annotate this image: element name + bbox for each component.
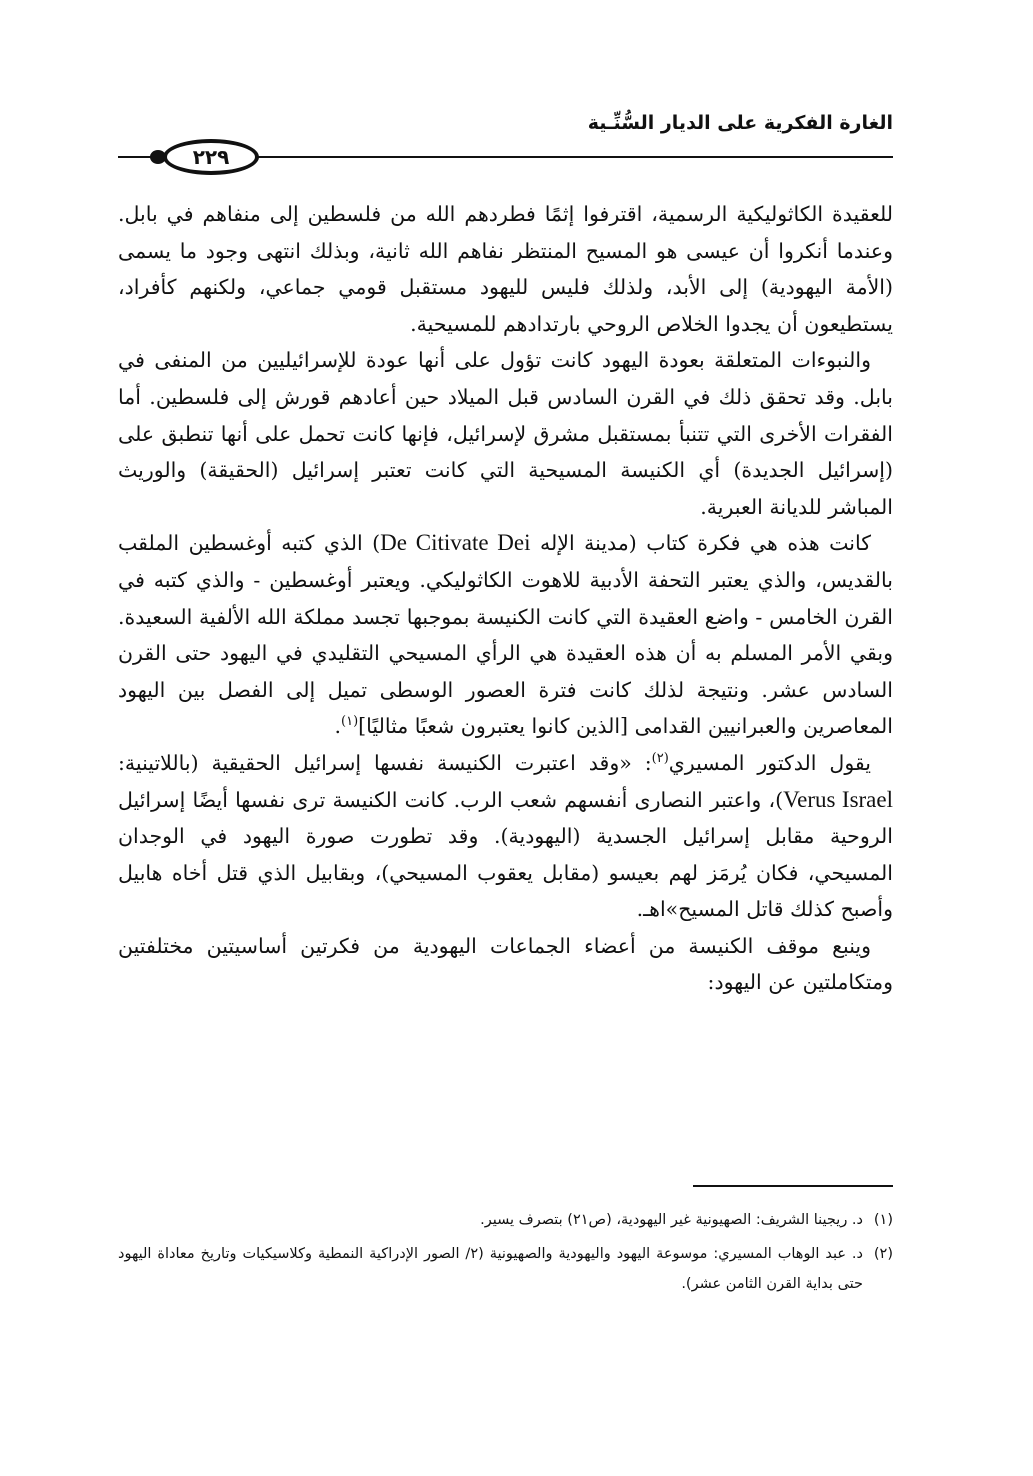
paragraph-text: والنبوءات المتعلقة بعودة اليهود كانت تؤول على أنها عودة للإسرائيليين من المنفى في بابل. وقد تحقق ذلك في القرن السادس قبل الميلاد حين أعادهم قورش إلى فلسطين. أما الفقرات الأخرى التي تتنبأ بمستقبل مشرق لإسرائيل، فإنها كانت تحمل على أنها تنطبق على (إسرائيل الجديدة) أي الكنيسة المسيحية التي كانت تعتبر إسرائيل (الحقيقة) والوريث المباشر للديانة العبرية. [118,348,893,519]
footnote-1 [118,1205,893,1235]
paragraph-4 [118,745,893,928]
footnote-2 [118,1239,893,1299]
running-title: الغارة الفكرية على الديار السُّنِّـية [587,112,893,134]
footnote-ref-1[interactable]: (١) [341,714,359,730]
paragraph-text: كانت هذه هي فكرة كتاب (مدينة الإله [540,531,871,556]
paragraph-5 [118,928,893,1001]
paragraph-text: للعقيدة الكاثوليكية الرسمية، اقترفوا إثمًا فطردهم الله من فلسطين إلى منفاهم في بابل. وعندما أنكروا أن عيسى هو المسيح المنتظر نفاهم الله ثانية، وبذلك انتهى وجود ما يسمى (الأمة اليهودية) إلى الأبد، ولذلك فليس لليهود مستقبل قومي جماعي، ولكنهم كأفراد، يستطيعون أن يجدوا الخلاص الروحي بارتدادهم للمسيحية. [118,202,893,336]
footnote-text: د. ريجينا الشريف: الصهيونية غير اليهودية، (ص٢١) بتصرف يسير. [480,1212,863,1228]
paragraph-text: يقول الدكتور المسيري [668,750,871,775]
footnote-number: (٢) [873,1246,893,1262]
paragraph-text: وينبع موقف الكنيسة من أعضاء الجماعات اليهودية من فكرتين أساسيتين مختلفتين ومتكاملتين عن اليهود: [118,933,893,995]
latin-term: Verus Israel [783,786,893,812]
latin-title: De Citivate Dei [380,530,531,556]
footnote-number: (١) [873,1212,893,1228]
footnote-ref-2[interactable]: (٢) [651,751,669,767]
footnote-separator [693,1185,893,1187]
body-text [118,196,893,1001]
paragraph-text: ) الذي كتبه أوغسطين الملقب بالقديس، والذي يعتبر التحفة الأدبية للاهوت الكاثوليكي. ويعتبر أوغسطين - والذي كتبه في القرن الخامس - واضع العقيدة التي كانت الكنيسة بموجبها تجسد مملكة الله الألفية السعيدة. وبقي الأمر المسلم به أن هذه العقيدة هي الرأي المسيحي التقليدي في اليهود حتى القرن السادس عشر. ونتيجة لذلك كانت فترة العصور الوسطى تميل إلى الفصل بين اليهود المعاصرين والعبرانيين القدامى [الذين كانوا يعتبرون شعبًا مثاليًا] [118,531,893,739]
paragraph-text: : «وقد اعتبرت الكنيسة نفسها إسرائيل الحقيقية (باللاتينية: [118,750,652,775]
paragraph-2 [118,342,893,525]
paragraph-1 [118,196,893,342]
page-number: ٢٢٩ [163,139,259,175]
footnote-text: د. عبد الوهاب المسيري: موسوعة اليهود واليهودية والصهيونية (٢/ الصور الإدراكية النمطية وكلاسيكيات وتاريخ معاداة اليهود حتى بداية القرن الثامن عشر). [118,1246,864,1292]
paragraph-3 [118,525,893,745]
footnotes [118,1205,893,1303]
paragraph-text: . [334,714,342,739]
paragraph-text: )، واعتبر النصارى أنفسهم شعب الرب. كانت الكنيسة ترى نفسها أيضًا إسرائيل الروحية مقابل إسرائيل الجسدية (اليهودية). وقد تطورت صورة اليهود في الوجدان المسيحي، فكان يُرمَز لهم بعيسو (مقابل يعقوب المسيحي)، وبقابيل الذي قتل أخاه هابيل وأصبح كذلك قاتل المسيح»اهـ. [118,787,893,922]
